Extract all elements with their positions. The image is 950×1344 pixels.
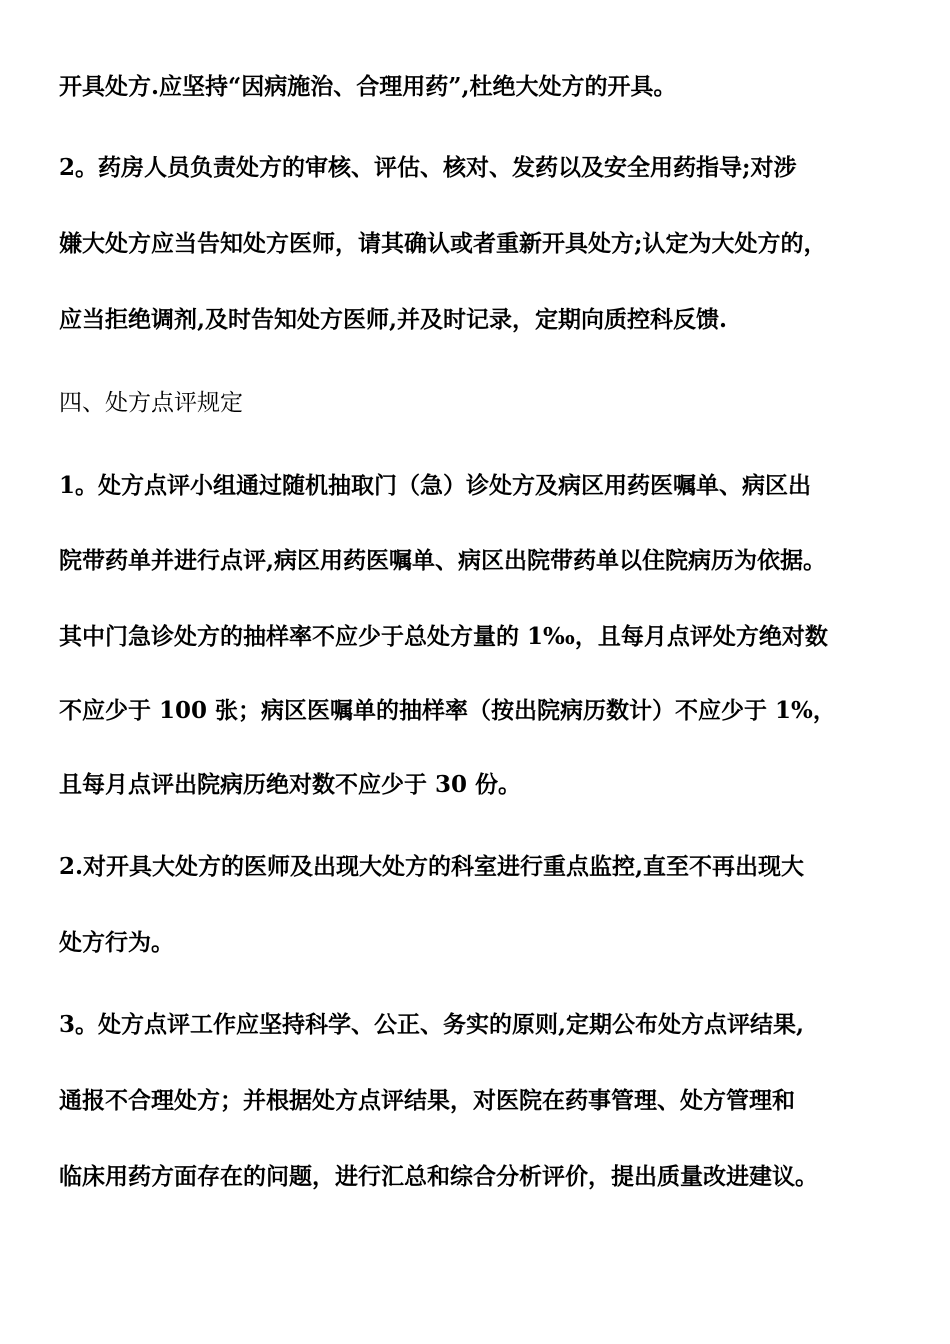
- paragraph-line: 通报不合理处方；并根据处方点评结果，对医院在药事管理、处方管理和: [59, 1087, 795, 1114]
- paragraph-line: 不应少于 100 张；病区医嘱单的抽样率（按出院病历数计）不应少于 1%，: [59, 697, 836, 724]
- paragraph-line: 应当拒绝调剂,及时告知处方医师,并及时记录，定期向质控科反馈.: [59, 306, 728, 333]
- paragraph-line: 1。处方点评小组通过随机抽取门（急）诊处方及病区用药医嘱单、病区出: [59, 472, 812, 499]
- paragraph-line: 嫌大处方应当告知处方医师，请其确认或者重新开具处方;认定为大处方的，: [59, 230, 827, 257]
- paragraph-line: 临床用药方面存在的问题，进行汇总和综合分析评价，提出质量改进建议。: [59, 1163, 818, 1190]
- section-heading: 四、处方点评规定: [59, 390, 243, 416]
- paragraph-line: 2.对开具大处方的医师及出现大处方的科室进行重点监控,直至不再出现大: [59, 853, 805, 880]
- paragraph-line: 其中门急诊处方的抽样率不应少于总处方量的 1‰，且每月点评处方绝对数: [59, 623, 828, 650]
- paragraph-line: 3。处方点评工作应坚持科学、公正、务实的原则,定期公布处方点评结果,: [59, 1011, 805, 1038]
- paragraph-line: 院带药单并进行点评,病区用药医嘱单、病区出院带药单以住院病历为依据。: [59, 547, 827, 574]
- paragraph-line: 开具处方.应坚持“因病施治、合理用药”,杜绝大处方的开具。: [59, 73, 677, 100]
- paragraph-line: 处方行为。: [59, 929, 174, 956]
- paragraph-line: 且每月点评出院病历绝对数不应少于 30 份。: [59, 771, 522, 798]
- paragraph-line: 2。药房人员负责处方的审核、评估、核对、发药以及安全用药指导;对涉: [59, 154, 797, 181]
